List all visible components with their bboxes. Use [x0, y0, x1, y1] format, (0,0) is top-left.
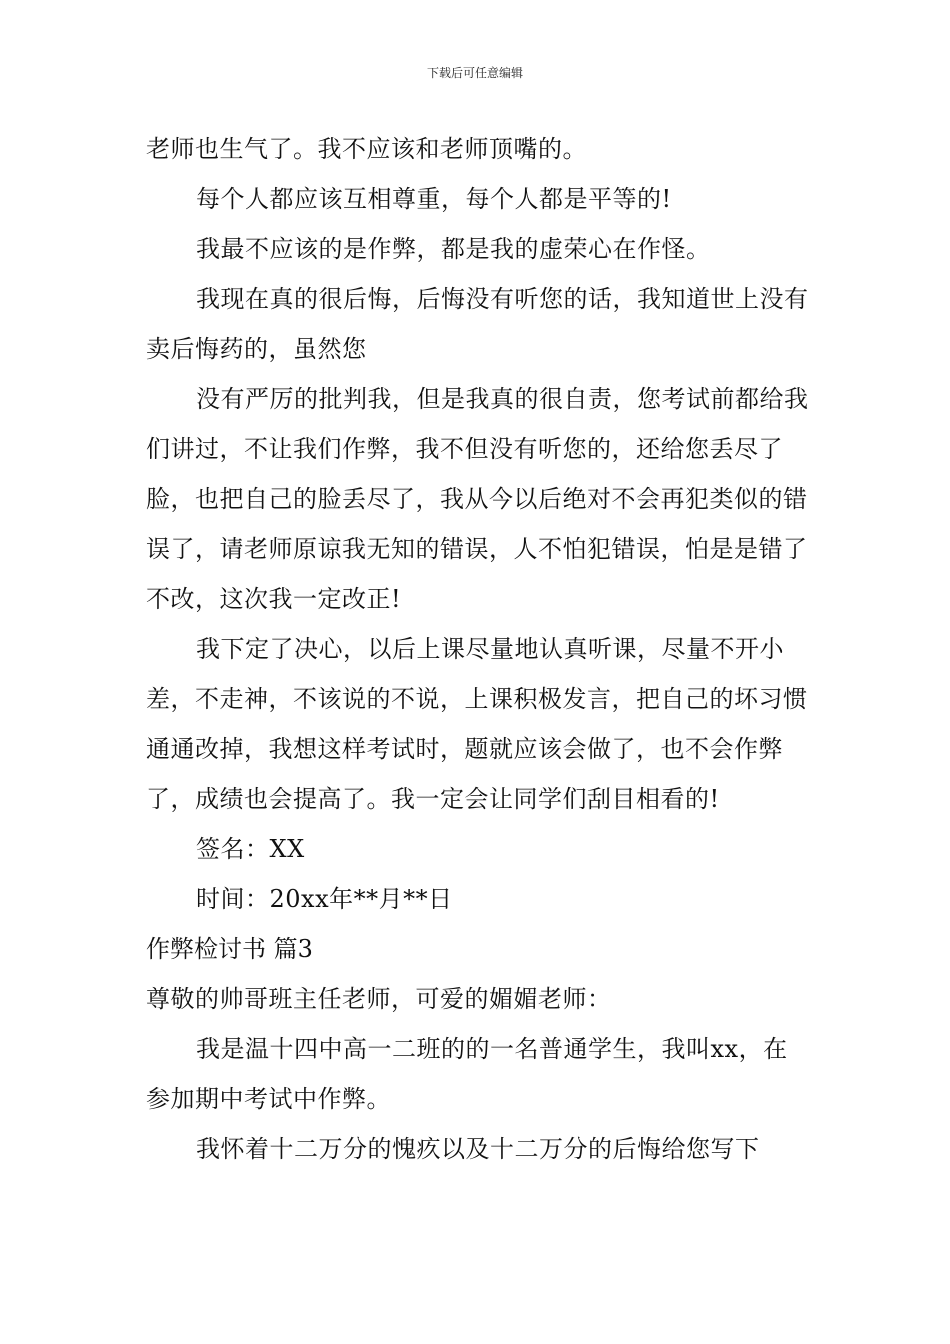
- date-line: 时间：20xx年**月**日: [196, 885, 453, 913]
- paragraph: 我下定了决心，以后上课尽量地认真听课，尽量不开小差，不走神，不该说的不说，上课积极发言，把自己的坏习惯通通改掉，我想这样考试时，题就应该会做了，也不会作弊了，成绩也会提高了。我一定会让同学们刮目相看的!: [146, 635, 808, 813]
- document-body: [146, 124, 810, 1174]
- paragraph: 老师也生气了。我不应该和老师顶嘴的。: [146, 135, 587, 163]
- page-header: 下载后可任意编辑: [426, 66, 523, 80]
- paragraph: 没有严厉的批判我，但是我真的很自责，您考试前都给我们讲过，不让我们作弊，我不但没有听您的，还给您丢尽了脸，也把自己的脸丢尽了，我从今以后绝对不会再犯类似的错误了，请老师原谅我无知的错误，人不怕犯错误，怕是是错了不改，这次我一定改正!: [146, 385, 809, 613]
- signature-line: 签名：XX: [196, 835, 305, 863]
- paragraph: 我是温十四中高一二班的的一名普通学生，我叫xx，在参加期中考试中作弊。: [146, 1035, 788, 1113]
- section-heading: 作弊检讨书 篇3: [146, 935, 313, 963]
- paragraph: 我最不应该的是作弊，都是我的虚荣心在作怪。: [196, 235, 711, 263]
- paragraph: 我现在真的很后悔，后悔没有听您的话，我知道世上没有卖后悔药的，虽然您: [146, 285, 809, 363]
- paragraph: 我怀着十二万分的愧疚以及十二万分的后悔给您写下: [196, 1135, 760, 1163]
- salutation: 尊敬的帅哥班主任老师，可爱的媚媚老师：: [146, 985, 612, 1013]
- paragraph: 每个人都应该互相尊重，每个人都是平等的!: [196, 185, 672, 213]
